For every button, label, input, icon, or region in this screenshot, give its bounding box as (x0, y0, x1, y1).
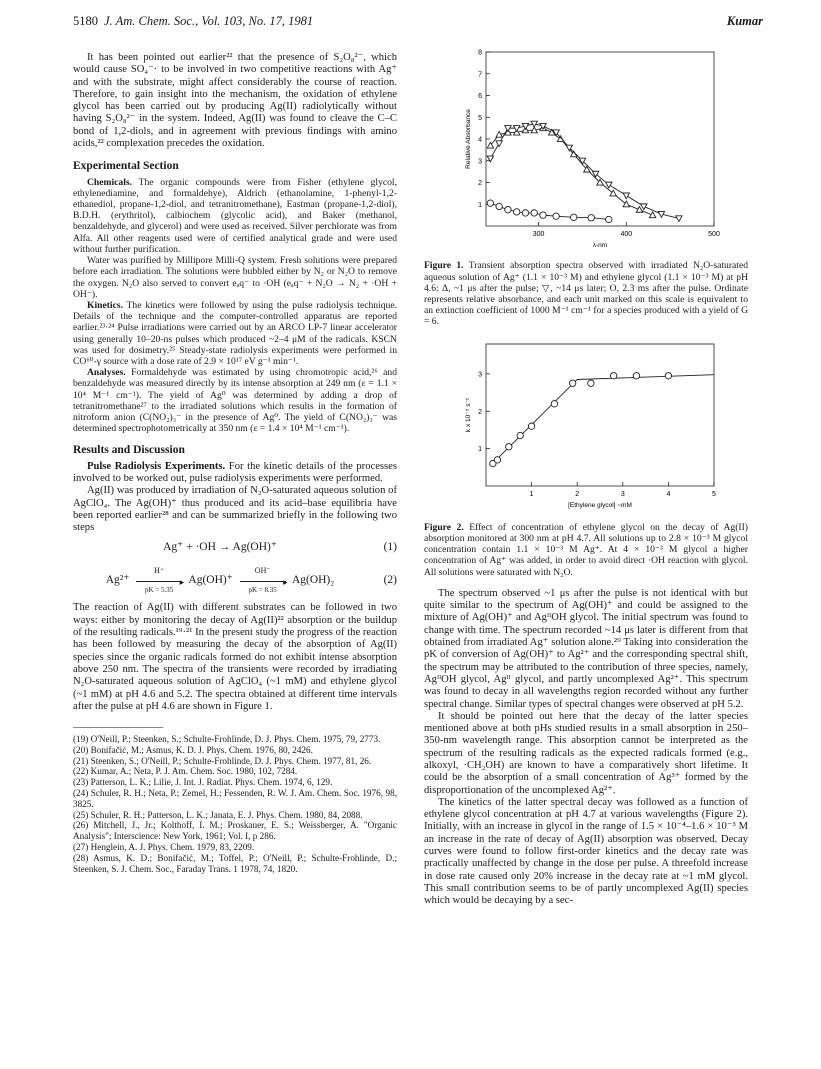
x-tick-label: 5 (712, 490, 716, 498)
ag-paragraph: Ag(II) was produced by irradiation of N₂O-saturated aqueous solution of AgClO₄. The Ag(OH)⁺ thus produced and its acid–base equilibria have been reported earlier²⁸ and can be summarized briefly in the following two steps (73, 485, 397, 534)
y-tick-label: 8 (478, 49, 482, 57)
data-point (531, 210, 537, 216)
data-point (633, 372, 639, 378)
x-tick-label: 2 (575, 490, 580, 498)
intro-paragraph: It has been pointed out earlier²² that the presence of S₂O₈²⁻, which would cause SO₄⁻· to be involved in two competitive reactions with Ag⁺ and with the substrate, might affect considerably the course of reaction. Therefore, to gain insight into the mechanism, the oxidation of ethylene glycol has been carried out by producing Ag(II) radiolytically without having S₂O₈²⁻ in the system. Indeed, Ag(II) was found to cleave the C–C bond of 1,2-diols, and in agreement with previous findings with amino acids,²² complexation precedes the oxidation. (73, 52, 397, 150)
data-point (494, 456, 500, 462)
kinetics-label: Kinetics. (87, 299, 123, 311)
pulse-text: For the kinetic details of the processes involved to be worked out, pulse radiolysis experiments were performed. (73, 460, 397, 484)
data-point (588, 215, 594, 221)
equation-1 (73, 538, 397, 560)
running-header (73, 14, 313, 29)
chemicals-paragraph (73, 177, 397, 255)
y-tick-label: 2 (478, 180, 482, 187)
pulse-paragraph (73, 461, 397, 486)
data-point (540, 212, 546, 218)
x-tick-label: 400 (620, 231, 633, 238)
analyses-text: Formaldehyde was estimated by using chromotropic acid,²⁶ and benzaldehyde was measured directly by its intense absorption at 249 nm (ε = 1.1 × 10⁴ M⁻¹ cm⁻¹). The yield of Ag⁰ was determined by adding a drop of tetranitromethane²⁷ to the irradiated solutions which results in the formation of nitroform anion (C(NO₂)₃⁻ in the presence of Ag⁰. The yield of C(NO₂)₃⁻ was determined spectrophotometrically at 350 nm (ε = 1.4 × 10⁴ M⁻¹ cm⁻¹). (73, 367, 397, 435)
y-axis-label: k x 10⁻⁵ s⁻¹ (465, 397, 472, 432)
data-point (606, 182, 612, 188)
x-tick-label: 500 (708, 231, 720, 238)
figure-2-chart (424, 336, 748, 516)
spectrum-paragraph: The spectrum observed ~1 μs after the pulse is not identical with but quite similar to the spectrum of Ag(OH)⁺ and could be assigned to the mixture of Ag(OH)⁺ and AgᴵᴵOH glycol. The initial spectrum was found to change with time. The spectrum recorded ~14 μs later is different from that obtained from irradiated Ag⁺ solution alone.²⁹ Taking into consideration the pK of conversion of Ag(OH)⁺ to Ag²⁺ and the corresponding spectral shift, the spectrum may be attributed to the contribution of three species, namely, AgᴵᴵOH glycol, Agᴵᴵ glycol, and partly uncomplexed Ag²⁺. This spectrum was found to decay in all wavelengths region recorded without any further spectral change. Similar types of spectral changes were observed at pH 5.2. (424, 587, 748, 710)
y-tick-label: 2 (478, 408, 482, 416)
y-tick-label: 4 (478, 136, 482, 144)
equation-2-species-b: Ag(OH)⁺ (188, 574, 233, 587)
y-tick-label: 6 (478, 93, 482, 100)
y-tick-label: 3 (478, 370, 482, 378)
reaction-paragraph: The reaction of Ag(II) with different substrates can be followed in two ways: either by monitoring the decay of Ag(II)²² absorption or the buildup of the resulting radicals.¹⁹·²¹ In the present study the progress of the reaction has been followed by measuring the decay of the absorption of Ag(II) species since the organic radicals formed do not exhibit intense absorption above 250 nm. The spectra of the transients were recorded by irradiating N₂O-saturated aqueous solution of AgClO₄ (~1 mM) and ethylene glycol (~1 mM) at pH 4.6 and 5.2. The spectra obtained at different time intervals after the pulse at pH 4.6 are shown in Figure 1. (73, 602, 397, 712)
data-point (513, 209, 519, 215)
y-tick-label: 5 (478, 114, 482, 122)
footnote-rule (73, 727, 163, 728)
data-point (676, 216, 682, 222)
figure-1-caption-text: Transient absorption spectra observed with irradiated N₂O-saturated aqueous solution of Ag⁺ (1.1 × 10⁻³ M) and ethylene glycol (1.1 × 10⁻³ M) at pH 4.6: Δ, ~1 μs after the pulse; ▽, ~14 μs later; O, 2.3 ms after the pulse. Ordinate represents relative absorbance, and each unit marked on this scale is equivalent to an extinction coefficient of 1000 M⁻¹ cm⁻¹ for a species produced with a yield of G = 6. (424, 260, 748, 328)
kinetics-results-paragraph: The kinetics of the latter spectral decay was followed as a function of ethylene glycol concentration at pH 4.7 at various wavelengths (Figure 2). Initially, with an increase in glycol in the range of 1.5 × 10⁻⁴–1.6 × 10⁻³ M an increase in the rate of decay of Ag(II) absorption was observed. Decay curves were found to follow first-order kinetics and the decay rate was practically unaffected by change in the dose per pulse. A threefold increase in dose rate caused only 20% increase in the decay rate at ~1 mM glycol. This small contribution seems to be of partly uncomplexed Ag(II) species which would be decaying by a sec- (424, 796, 748, 907)
figure-1-caption-label: Figure 1. (424, 260, 464, 272)
x-tick-label: 1 (529, 490, 534, 498)
data-point (641, 204, 647, 210)
equilibrium-arrow-2: OH⁻ ▸ pK = 8.35 (240, 576, 286, 586)
x-tick-label: 300 (532, 231, 545, 238)
data-point (649, 212, 655, 218)
x-tick-label: 3 (620, 490, 625, 498)
reference-item: (21) Steenken, S.; O'Neill, P.; Schulte-Frohlinde, D. J. Phys. Chem. 1977, 81, 26. (73, 755, 372, 766)
data-point (496, 141, 502, 147)
data-point (569, 380, 575, 386)
data-point (665, 372, 671, 378)
figure-1 (424, 44, 748, 258)
pulse-label: Pulse Radiolysis Experiments. (87, 460, 226, 472)
figure-1-caption (424, 260, 748, 327)
equation-2 (73, 564, 397, 598)
reference-item: (22) Kumar, A.; Neta, P. J. Am. Chem. Soc. 1980, 102, 7284. (73, 766, 298, 777)
kinetics-paragraph (73, 300, 397, 367)
reference-item: (24) Schuler, R. H.; Neta, P.; Zemel, H.; Fessenden, R. W. J. Am. Chem. Soc. 1976, 98, 3825. (73, 788, 397, 809)
reference-list (73, 734, 397, 874)
equation-2-species-a: Ag²⁺ (105, 574, 130, 587)
chemicals-text: The organic compounds were from Fisher (ethylene glycol, ethylenediamine, and formaldehye), Aldrich (ethanolamine, 1-phenyl-1,2-ethanediol, propane-1,2-diol, and tetranitromethane), Eastman (propane-1,2-diol), B.D.H. (erythritol), calbiochem (glycolic acid), and Baker (methanol, benzaldehyde, and glycerol) and were used as received. Silver perchlorate was from Alfa. All other reagents used were of certified analytical grade and were used without further purification. (73, 176, 397, 255)
analyses-paragraph (73, 367, 397, 434)
analyses-label: Analyses. (87, 367, 126, 379)
figure-1-chart (424, 44, 748, 254)
data-point (623, 193, 629, 199)
equation-2-number: (2) (383, 574, 397, 587)
equation-1-body: Ag⁺ + ·OH → Ag(OH)⁺ (163, 541, 277, 554)
data-point (570, 214, 576, 220)
reference-item: (28) Asmus, K. D.; Bonifačić, M.; Toffel, P.; O'Neill, P.; Schulte-Frohlinde, D.; Steenken, S. J. Chem. Soc., Faraday Trans. 1 1978, 74, 1820. (73, 852, 397, 874)
y-tick-label: 7 (478, 71, 482, 79)
plot-frame (486, 344, 714, 486)
journal-citation: J. Am. Chem. Soc., Vol. 103, No. 17, 1981 (104, 14, 314, 28)
equation-2-species-c: Ag(OH)₂ (291, 574, 335, 587)
y-tick-label: 3 (478, 158, 482, 166)
x-axis-label: λ-nm (592, 242, 608, 249)
series-line (490, 128, 652, 215)
plot-frame (486, 52, 714, 226)
reference-item: (25) Schuler, R. H.; Patterson, L. K.; Janata, E. J. Phys. Chem. 1980, 84, 2088. (73, 809, 363, 820)
y-tick-label: 1 (478, 445, 482, 453)
data-point (606, 216, 612, 222)
data-point (553, 213, 559, 219)
reference-item: (26) Mitchell, J., Jr.; Kolthoff, I. M.; Proskauer, E. S.; Weissberger, A. "Organic Analysis"; Interscience: New York, 1961; Vol. I, p 286. (73, 820, 397, 842)
figure-2 (424, 336, 748, 520)
data-point (506, 443, 512, 449)
data-point (551, 400, 557, 406)
fit-line-plateau (577, 374, 714, 379)
data-point (528, 423, 534, 429)
data-point (505, 206, 511, 212)
data-point (610, 372, 616, 378)
equation-1-number: (1) (383, 541, 397, 554)
experimental-heading: Experimental Section (73, 160, 179, 173)
reference-item: (23) Patterson, L. K.; Lilie, J. Int. J. Radiat. Phys. Chem. 1974, 6, 129. (73, 777, 333, 788)
figure-2-caption-label: Figure 2. (424, 521, 464, 533)
reference-item: (19) O'Neill, P.; Steenken, S.; Schulte-Frohlinde, D. J. Phys. Chem. 1975, 79, 2773. (73, 734, 381, 745)
data-point (517, 432, 523, 438)
reference-item: (27) Henglein, A. J. Phys. Chem. 1979, 83, 2209. (73, 842, 255, 853)
fit-line-rising (491, 379, 578, 465)
figure-2-caption-text: Effect of concentration of ethylene glycol on the decay of Ag(II) absorption monitored at 300 nm at pH 4.7. All solutions up to 2.8 × 10⁻³ M glycol concentration contain 1.1 × 10⁻³ M Ag⁺. At 4 × 10⁻³ M glycol a higher concentration of Ag⁺ was added, in order to avoid direct ·OH reaction with glycol. All solutions were saturated with N₂O. (424, 521, 748, 578)
left-column (73, 52, 397, 874)
data-point (496, 203, 502, 209)
data-point (588, 380, 594, 386)
author-header: Kumar (726, 14, 763, 28)
results-heading: Results and Discussion (73, 444, 185, 457)
page-number: 5180 (73, 14, 98, 28)
right-column (424, 44, 748, 908)
arrow-1-top-label: H⁺ (154, 565, 165, 575)
kinetics-text: The kinetics were followed by using the pulse radiolysis technique. Details of the technique and the computer-controlled apparatus are reported earlier.²³·²⁴ Pulse irradiations were carried out by an ARCO LP-7 linear accelerator using generally 10–20-ns pulses which produced ~2–4 μM of the radicals. KSCN was used for dosimetry.²⁵ Steady-state radiolysis experiments were performed in CO⁶⁰-γ source with a dose rate of 2.9 × 10¹⁷ eV g⁻¹ min⁻¹. (73, 299, 397, 367)
data-point (522, 210, 528, 216)
arrow-2-top-label: OH⁻ (254, 565, 271, 575)
figure-2-caption (424, 522, 748, 578)
chemicals-label: Chemicals. (87, 176, 133, 188)
data-point (487, 200, 493, 206)
y-tick-label: 1 (478, 201, 482, 209)
reference-item: (20) Bonifačić, M.; Asmus, K. D. J. Phys. Chem. 1976, 80, 2426. (73, 744, 313, 755)
x-tick-label: 4 (666, 490, 671, 498)
y-axis-label: Relative Absorbance (465, 109, 472, 169)
x-axis-label: [Ethylene glycol] ~mM (568, 501, 632, 509)
equilibrium-arrow-1: H⁺ ▸ pK = 5.35 (136, 576, 182, 586)
data-point (636, 206, 642, 212)
water-paragraph: Water was purified by Millipore Milli-Q system. Fresh solutions were prepared before each irradiation. The solutions were bubbled either by N₂ or N₂O to remove the oxygen. N₂O also served to convert eₐq⁻ to ·OH (eₐq⁻ + N₂O → N₂ + ·OH + OH⁻). (73, 255, 397, 300)
decay-paragraph: It should be pointed out here that the decay of the latter species mentioned above at both pHs studied results in a small absorption in 250–350-nm wavelength range. This absorption cannot be interpreted as the spectrum of the resulting radicals as the expected radicals formed (e.g., alkoxyl, ·CH₂OH) are known to have a comparatively short lifetime. It could be the absorption of a small concentration of Ag³⁺ formed by the disproportionation of the uncomplexed Ag²⁺. (424, 710, 748, 796)
arrow-1-bottom-label: pK = 5.35 (145, 585, 174, 594)
arrow-2-bottom-label: pK = 8.35 (248, 585, 277, 594)
